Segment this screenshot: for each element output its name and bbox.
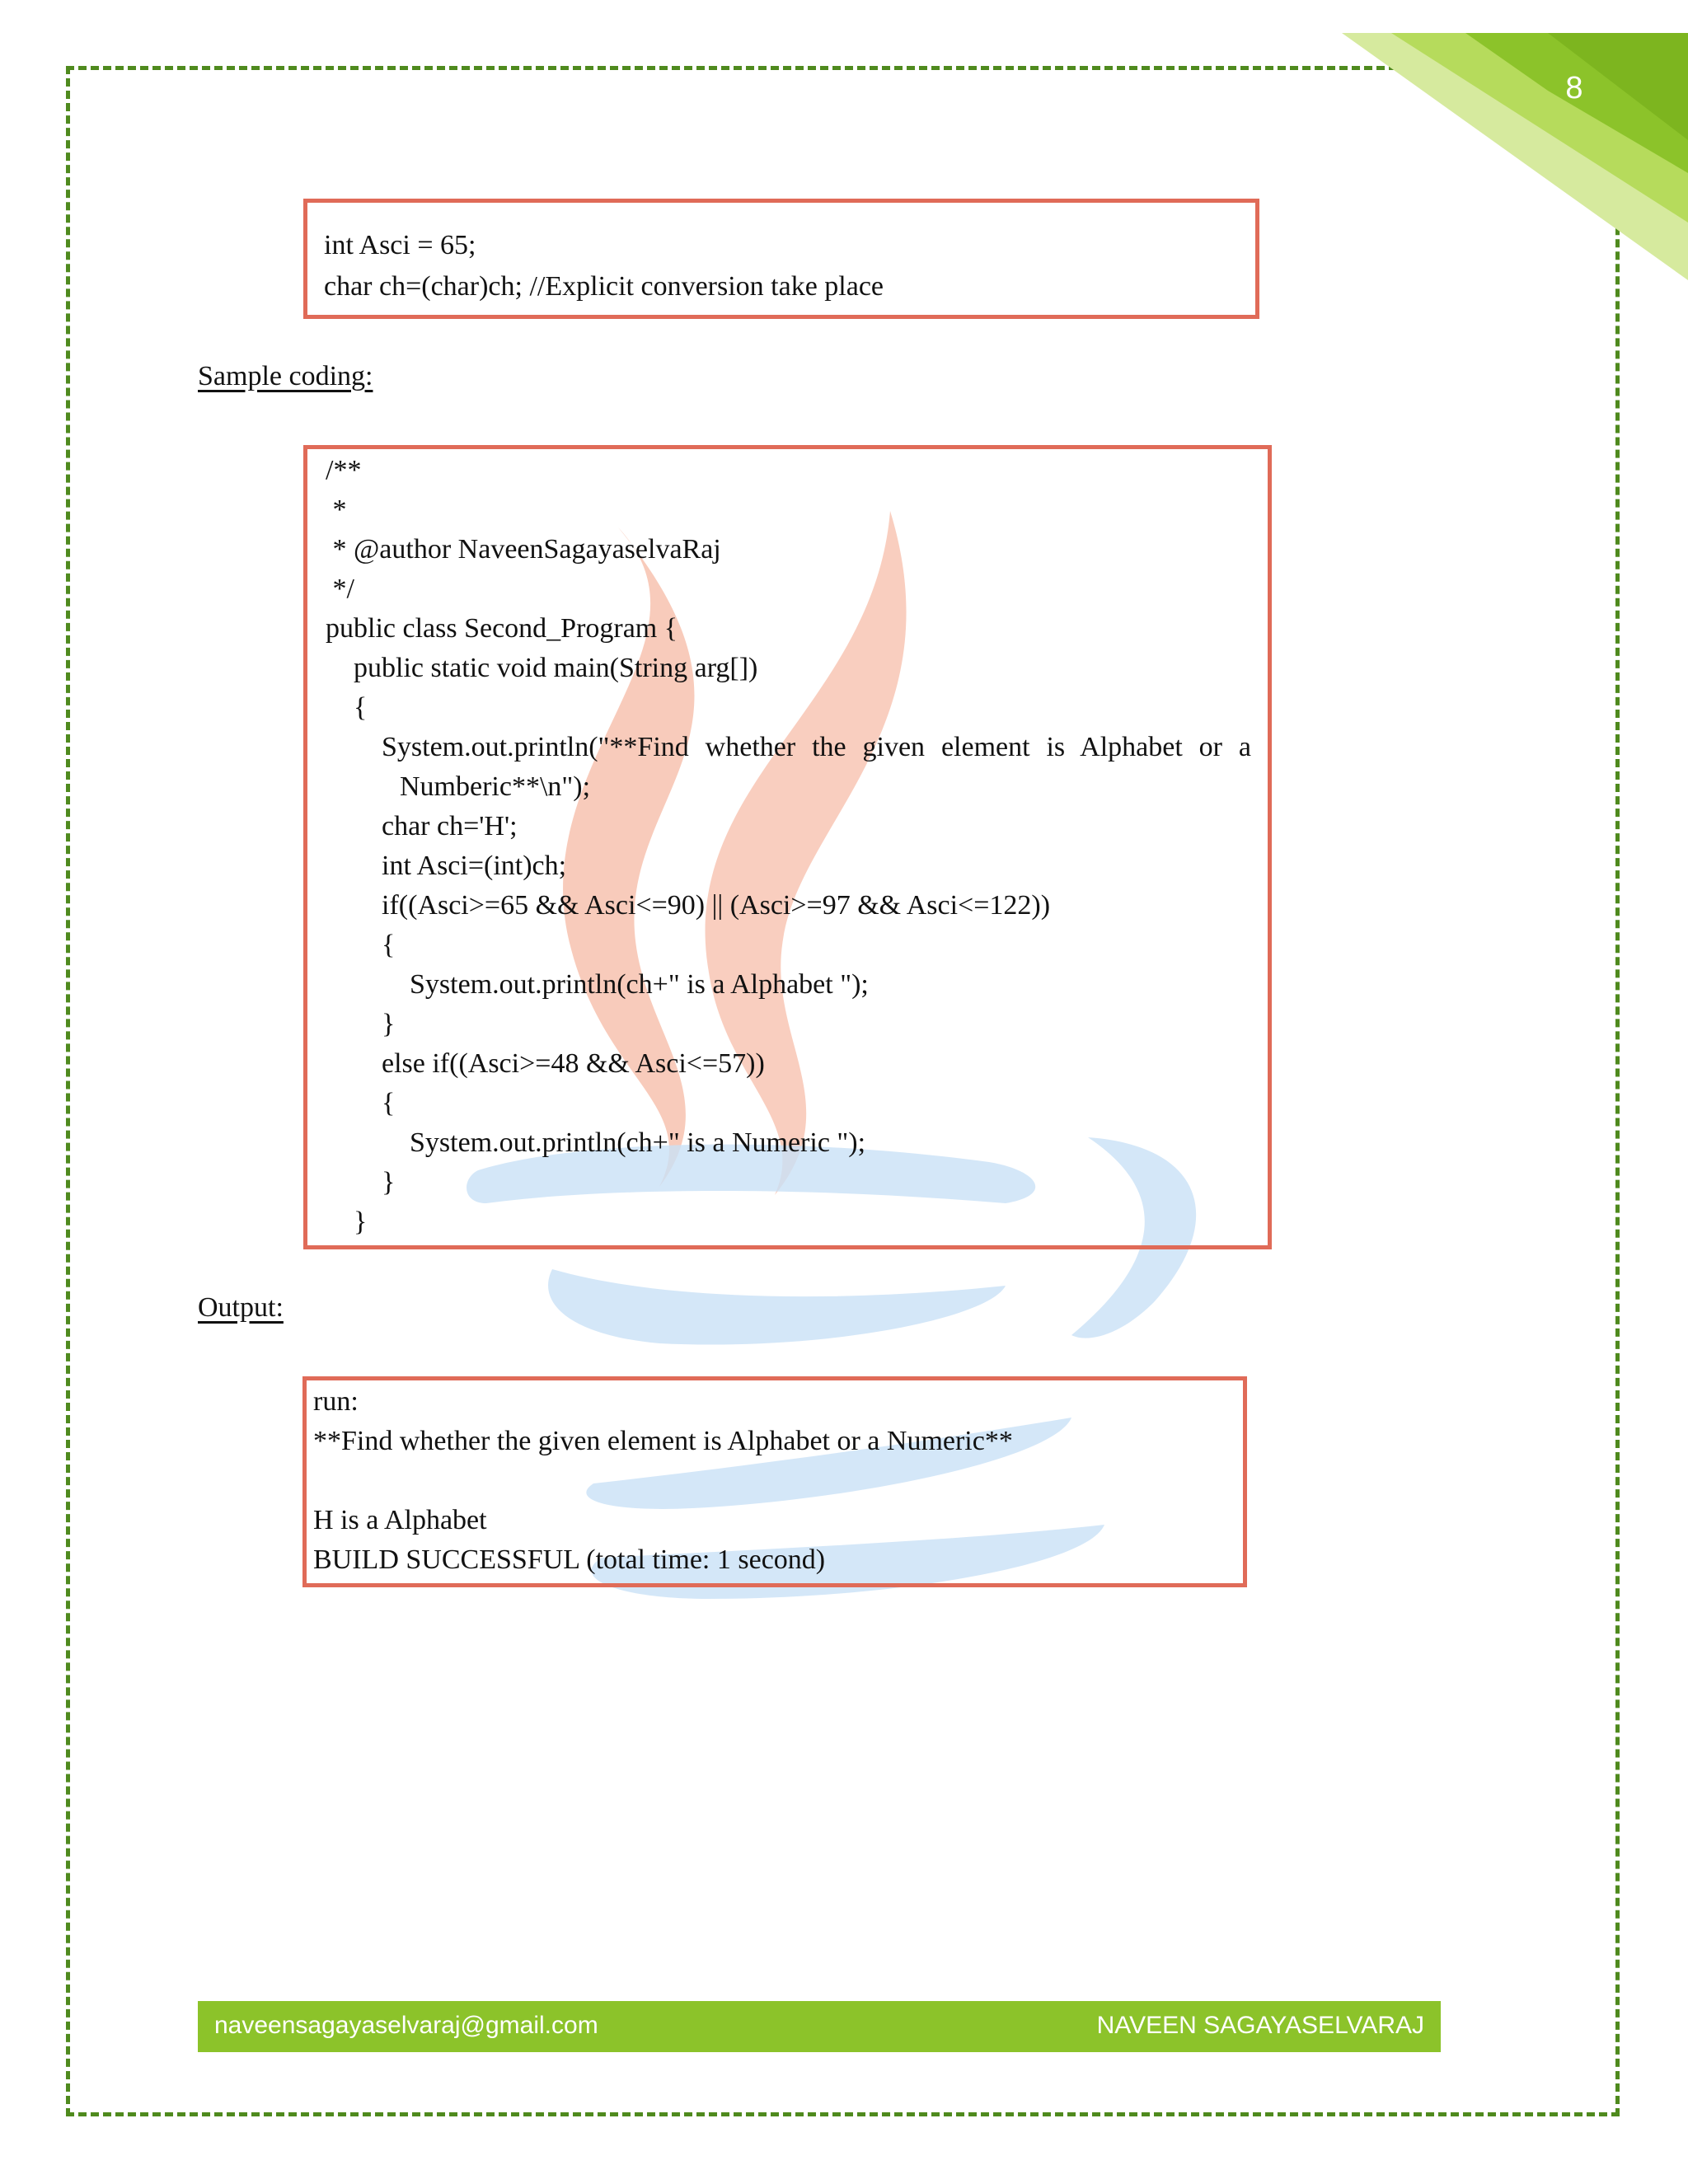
code-line: { [354, 692, 368, 723]
output-box [302, 1376, 1247, 1587]
code-line: char ch='H'; [382, 811, 518, 841]
code-line: int Asci=(int)ch; [382, 851, 567, 881]
output-heading: Output: [198, 1292, 284, 1323]
code-line: public class Second_Program { [326, 613, 678, 644]
code-line: */ [326, 574, 354, 604]
code-line: * [326, 494, 347, 525]
page-number: 8 [1565, 71, 1583, 105]
code-line: * @author NaveenSagayaselvaRaj [326, 534, 721, 565]
code-line: { [382, 930, 396, 960]
code-line: { [382, 1088, 396, 1118]
code-line: int Asci = 65; [324, 230, 476, 260]
sample-code-box [303, 445, 1272, 1249]
code-line: System.out.println(ch+" is a Numeric "); [410, 1127, 866, 1158]
code-line: /** [326, 455, 362, 485]
code-line: } [382, 1167, 396, 1197]
output-line: BUILD SUCCESSFUL (total time: 1 second) [313, 1544, 826, 1575]
footer-bar [198, 2001, 1441, 2052]
code-line: public static void main(String arg[]) [354, 653, 758, 683]
footer-author: NAVEEN SAGAYASELVARAJ [1096, 2012, 1424, 2039]
code-line: Numberic**\n"); [400, 771, 591, 802]
code-line: System.out.println(ch+" is a Alphabet "); [410, 969, 869, 1000]
code-line: } [354, 1207, 368, 1237]
code-line: } [382, 1009, 396, 1039]
footer-email: naveensagayaselvaraj@gmail.com [214, 2012, 598, 2039]
output-line: H is a Alphabet [313, 1505, 487, 1535]
code-line: else if((Asci>=48 && Asci<=57)) [382, 1048, 765, 1079]
code-line: char ch=(char)ch; //Explicit conversion take place [324, 271, 884, 302]
sample-coding-heading: Sample coding: [198, 361, 373, 391]
output-line: run: [313, 1386, 359, 1417]
corner-decoration [1342, 0, 1688, 280]
snippet-code-box [303, 199, 1259, 319]
code-line: if((Asci>=65 && Asci<=90) || (Asci>=97 && Asci<=122)) [382, 890, 1051, 921]
output-line: **Find whether the given element is Alphabet or a Numeric** [313, 1426, 1013, 1456]
code-line: System.out.println("**Find whether the given element is Alphabet or a [382, 732, 1251, 762]
